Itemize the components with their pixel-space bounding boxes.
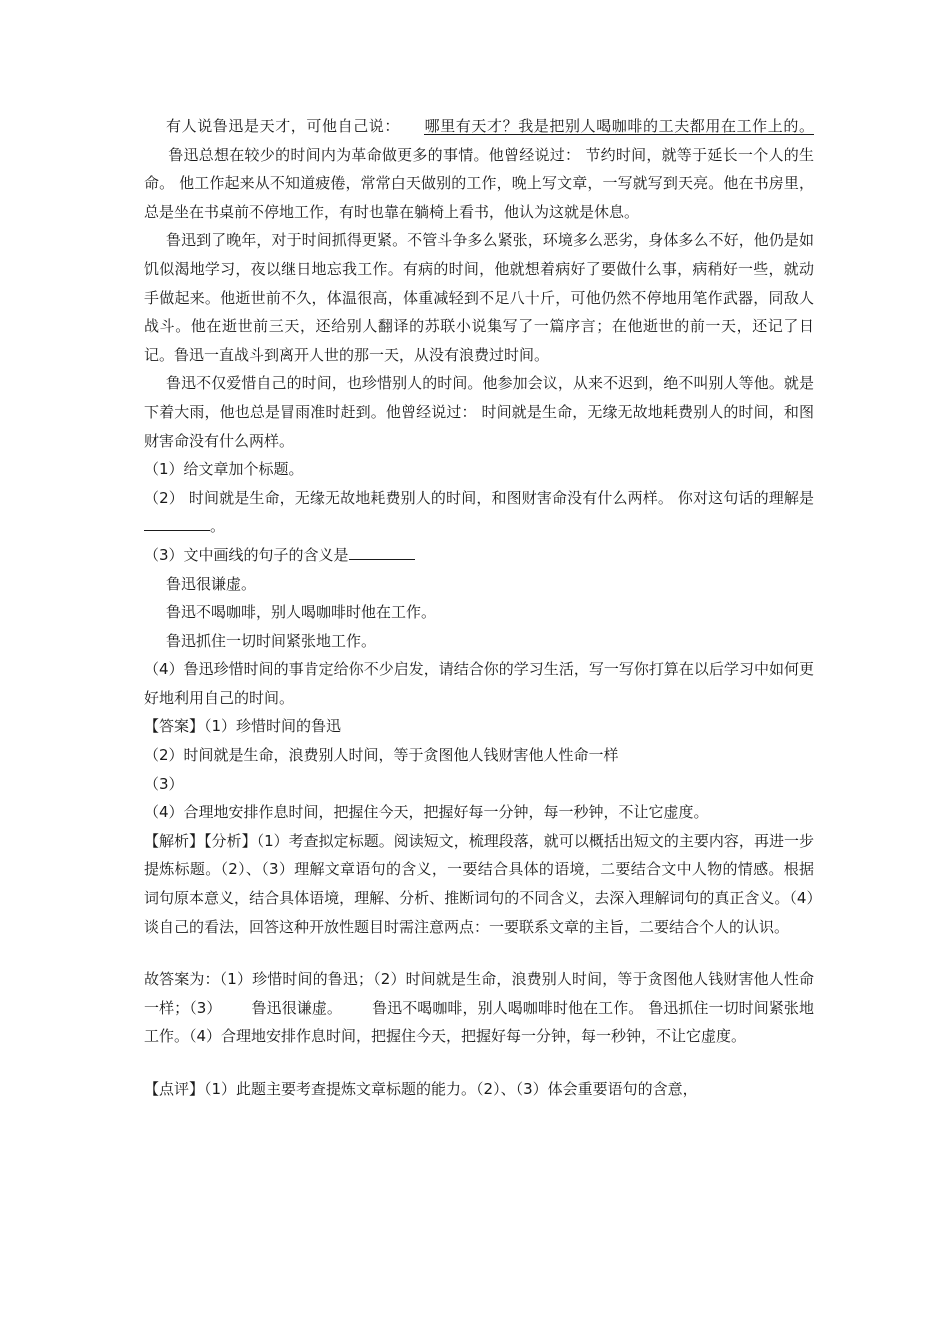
final-text: 故答案为：（1）珍惜时间的鲁迅；（2）时间就是生命，浪费别人时间，等于贪图他人钱财害他人性命一样；（3） (144, 970, 814, 1017)
comment-text: （1）此题主要考查提炼文章标题的能力。（2）、（3）体会重要语句的含意， (204, 1080, 698, 1098)
question-3-option: 鲁迅不喝咖啡，别人喝咖啡时他在工作。 (166, 603, 437, 622)
question-3 (144, 541, 814, 570)
answer-label: 【答案】 (144, 717, 205, 736)
final-answer-paragraph (144, 965, 814, 1051)
answer-1 (144, 712, 814, 741)
document-page (144, 112, 814, 1104)
underlined-sentence: 哪里有天才？我是把别人喝咖啡的工夫都用在工作上的。 (424, 117, 814, 135)
question-3-option: 鲁迅抓住一切时间紧张地工作。 (166, 631, 377, 650)
answer-blank (144, 514, 210, 531)
quote-text: 节约时间，就等于延长一个人的生命。 (144, 145, 814, 193)
question-4: （4）鲁迅珍惜时间的事肯定给你不少启发，请结合你的学习生活，写一写你打算在以后学习中如何更好地利用自己的时间。 (144, 660, 814, 707)
final-text: 鲁迅很谦虚。 (251, 998, 342, 1017)
question-prompt: （3）文中画线的句子的含义是 (144, 545, 349, 564)
passage-paragraph-2: 鲁迅到了晚年，对于时间抓得更紧。不管斗争多么紧张，环境多么恶劣，身体多么不好，他仍是如饥似渴地学习，夜以继日地忘我工作。有病的时间，他就想着病好了要做什么事，病稍好一些，就动手做起来。他逝世前不久，体温很高，体重减轻到不足八十斤，可他仍然不停地用笔作武器，同敌人战斗。他在逝世前三天，还给别人翻译的苏联小说集写了一篇序言；在他逝世的前一天，还记了日记。鲁迅一直战斗到离开人世的那一天，从没有浪费过时间。 (144, 231, 814, 364)
analysis-text: （1）考查拟定标题。阅读短文，梳理段落，就可以概括出短文的主要内容，再进一步提炼标题。（2）、（3）理解文章语句的含义，一要结合具体的语境，二要结合文中人物的情感。根据词句原本意义，结合具体语境，理解、分析、推断词句的不同含义，去深入理解词句的真正含义。（4）谈自己的看法，回答这种开放性题目时需注意两点：一要联系文章的主旨，二要结合个人的认识。 (144, 831, 814, 936)
answer-text: （1）珍惜时间的鲁迅 (204, 717, 342, 736)
passage-text: 鲁迅总想在较少的时间内为革命做更多的事情。他曾经说过： (168, 145, 581, 164)
spacer (144, 1051, 814, 1075)
comment-label: 【点评】 (144, 1080, 205, 1098)
analysis-paragraph (144, 827, 814, 941)
passage-text: 鲁迅不仅爱惜自己的时间，也珍惜别人的时间。他参加会议，从来不迟到，绝不叫别人等他。就是下着大雨，他也总是冒雨准时赶到。他曾经说过： (144, 374, 814, 421)
punctuation: 。 (210, 517, 226, 536)
analysis-label: 【解析】【分析】 (144, 831, 257, 850)
question-1: （1）给文章加个标题。 (144, 460, 304, 479)
question-2 (144, 484, 814, 541)
answer-4: （4）合理地安排作息时间，把握住今天，把握好每一分钟，每一秒钟，不让它虚度。 (144, 803, 709, 822)
passage-text: 有人说鲁迅是天才，可他自己说： (166, 117, 400, 135)
passage-text: 他工作起来从不知道疲倦，常常白天做别的工作，晚上写文章，一写就写到天亮。他在书房里，总是坐在书桌前不停地工作，有时也靠在躺椅上看书，他认为这就是休息。 (144, 174, 814, 221)
quote-text: 时间就是生命，无缘无故地耗费别人的时间，和图财害命没有什么两样。 (144, 402, 814, 450)
answer-2: （2）时间就是生命，浪费别人时间，等于贪图他人钱财害他人性命一样 (144, 746, 619, 765)
question-3-option: 鲁迅很谦虚。 (166, 574, 257, 593)
question-number: （2） (144, 488, 184, 507)
final-text: 鲁迅不喝咖啡，别人喝咖啡时他在工作。 (372, 998, 644, 1017)
comment-paragraph (144, 1075, 814, 1104)
spacer (144, 941, 814, 965)
final-text: 鲁迅抓住一切时间紧张地工作。（4）合理地安排作息时间，把握住今天，把握好每一分钟，每一秒钟，不让它虚度。 (144, 998, 814, 1046)
answer-blank (349, 543, 415, 560)
question-quote: 时间就是生命，无缘无故地耗费别人的时间，和图财害命没有什么两样。 (188, 488, 674, 507)
answer-3: （3） (144, 774, 184, 793)
passage-paragraph-1 (144, 112, 814, 226)
question-prompt: 你对这句话的理解是 (677, 488, 814, 507)
passage-paragraph-3 (144, 369, 814, 455)
